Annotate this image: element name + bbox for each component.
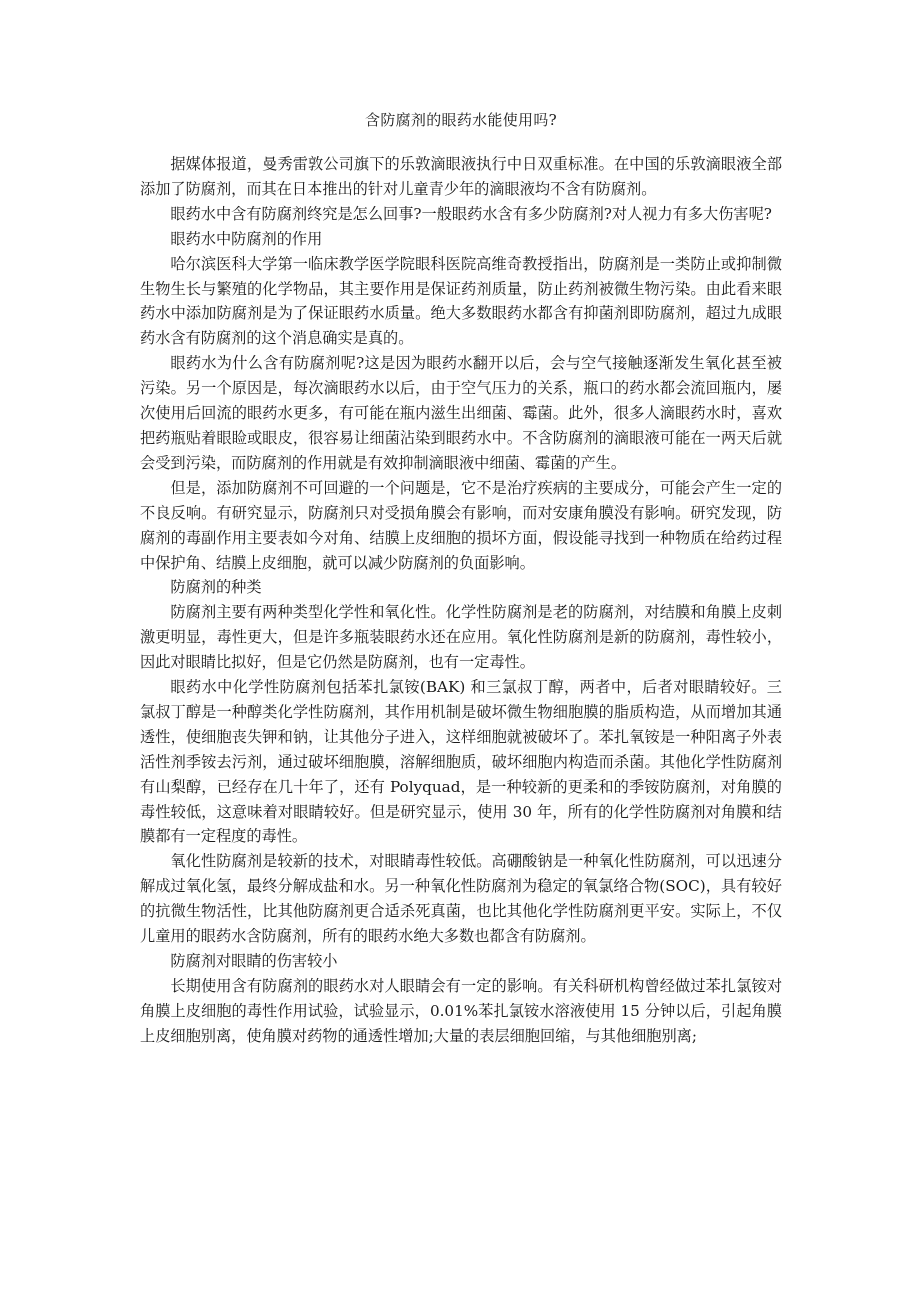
paragraph-side-effects: 但是，添加防腐剂不可回避的一个问题是，它不是治疗疾病的主要成分，可能会产生一定的不良反响。有研究显示，防腐剂只对受损角膜会有影响，而对安康角膜没有影响。研究发现，防腐剂的毒副作用主要表如今对角、结膜上皮细胞的损坏方面，假设能寻找到一种物质在给药过程中保护角、结膜上皮细胞，就可以减少防腐剂的负面影响。: [140, 478, 782, 572]
paragraph-expert-opinion: 哈尔滨医科大学第一临床教学医学院眼科医院高维奇教授指出，防腐剂是一类防止或抑制微生物生长与繁殖的化学物品，其主要作用是保证药剂质量，防止药剂被微生物污染。由此看来眼药水中添加防腐剂是为了保证眼药水质量。绝大多数眼药水都含有抑菌剂即防腐剂，超过九成眼药水含有防腐剂的这个消息确实是真的。: [140, 254, 782, 348]
paragraph-chemical-preservatives: 眼药水中化学性防腐剂包括苯扎氯铵(BAK) 和三氯叔丁醇，两者中，后者对眼睛较好。三氯叔丁醇是一种醇类化学性防腐剂，其作用机制是破坏微生物细胞膜的脂质构造，从而增加其通透性，使细胞丧失钾和钠，让其他分子进入，这样细胞就被破坏了。苯扎氧铵是一种阳离子外表活性剂季铵去污剂，通过破坏细胞膜，溶解细胞质，破坏细胞内构造而杀菌。其他化学性防腐剂有山梨醇，已经存在几十年了，还有 Polyquad，是一种较新的更柔和的季铵防腐剂，对角膜的毒性较低，这意味着对眼睛较好。但是研究显示，使用 30 年，所有的化学性防腐剂对角膜和结膜都有一定程度的毒性。: [140, 678, 782, 846]
paragraph-intro: 据媒体报道，曼秀雷敦公司旗下的乐敦滴眼液执行中日双重标准。在中国的乐敦滴眼液全部添加了防腐剂，而其在日本推出的针对儿童青少年的滴眼液均不含有防腐剂。: [140, 155, 782, 198]
paragraph-question: 眼药水中含有防腐剂终究是怎么回事?一般眼药水含有多少防腐剂?对人视力有多大伤害呢?: [170, 204, 772, 223]
section-heading-harm: 防腐剂对眼睛的伤害较小: [170, 952, 338, 970]
section-heading-role: 眼药水中防腐剂的作用: [170, 229, 323, 248]
paragraph-why-preservatives: 眼药水为什么含有防腐剂呢?这是因为眼药水翻开以后，会与空气接触逐渐发生氧化甚至被污染。另一个原因是，每次滴眼药水以后，由于空气压力的关系，瓶口的药水都会流回瓶内，屡次使用后回流的眼药水更多，有可能在瓶内滋生出细菌、霉菌。此外，很多人滴眼药水时，喜欢把药瓶贴着眼睑或眼皮，很容易让细菌沾染到眼药水中。不含防腐剂的滴眼液可能在一两天后就会受到污染，而防腐剂的作用就是有效抑制滴眼液中细菌、霉菌的产生。: [140, 354, 782, 472]
section-heading-types: 防腐剂的种类: [170, 578, 262, 597]
paragraph-two-types: 防腐剂主要有两种类型化学性和氧化性。化学性防腐剂是老的防腐剂，对结膜和角膜上皮刺激更明显，毒性更大，但是许多瓶装眼药水还在应用。氧化性防腐剂是新的防腐剂，毒性较小，因此对眼睛比拟好，但是它仍然是防腐剂，也有一定毒性。: [140, 603, 782, 672]
document-page: [140, 108, 782, 1049]
paragraph-oxidative-preservatives: 氧化性防腐剂是较新的技术，对眼睛毒性较低。高硼酸钠是一种氧化性防腐剂，可以迅速分解成过氧化氢，最终分解成盐和水。另一种氧化性防腐剂为稳定的氧氯络合物(SOC)，具有较好的抗微生物活性，比其他防腐剂更合适杀死真菌，也比其他化学性防腐剂更平安。实际上，不仅儿童用的眼药水含防腐剂，所有的眼药水绝大多数也都含有防腐剂。: [140, 852, 782, 946]
document-title: 含防腐剂的眼药水能使用吗?: [365, 111, 557, 129]
paragraph-long-term-use: 长期使用含有防腐剂的眼药水对人眼睛会有一定的影响。有关科研机构曾经做过苯扎氯铵对角膜上皮细胞的毒性作用试验，试验显示，0.01%苯扎氯铵水溶液使用 15 分钟以后，引起角膜上皮细胞别离，使角膜对药物的通透性增加;大量的表层细胞回缩，与其他细胞别离;: [140, 976, 782, 1045]
